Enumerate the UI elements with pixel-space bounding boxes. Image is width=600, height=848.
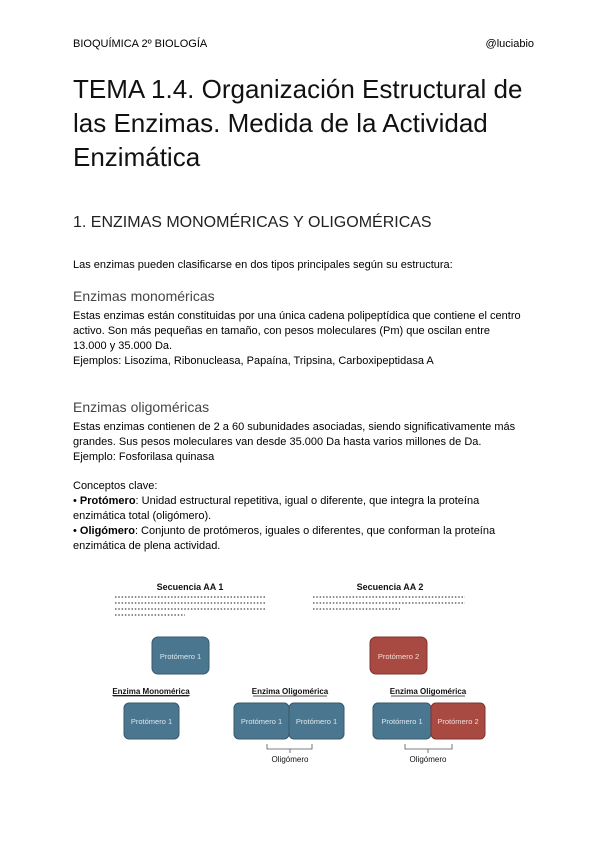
oligomero-text: : Conjunto de protómeros, iguales o diferentes, que conforman la proteína — [134, 525, 496, 537]
oligomero-term: Oligómero — [79, 525, 135, 537]
header-author: @luciabio — [485, 38, 534, 50]
oligomericas-heading: Enzimas oligoméricas — [73, 399, 210, 415]
section-heading: 1. ENZIMAS MONOMÉRICAS Y OLIGOMÉRICAS — [73, 214, 432, 231]
enzima-oligomerica-label-1: Enzima Oligomérica — [251, 687, 329, 696]
monomericas-line-1: Estas enzimas están constituidas por una única cadena polipeptídica que contiene el centro — [73, 310, 521, 322]
oligomericas-line-2: grandes. Sus pesos moleculares van desde 35.000 Da hasta varios millones de Da. — [73, 436, 482, 448]
enzima-monomerica-label: Enzima Monomérica — [112, 687, 190, 696]
monomeric-protomer-label: Protómero 1 — [130, 717, 173, 726]
homo-oligomer-protomer-b-label: Protómero 1 — [295, 717, 338, 726]
monomericas-line-2: activo. Son más pequeñas en tamaño, con pesos moleculares (Pm) que oscilan entre — [73, 325, 491, 337]
conceptos-heading: Conceptos clave: — [73, 480, 158, 492]
oligomero-definition-cont: enzimática de plena actividad. — [73, 540, 221, 552]
homo-oligomer-protomer-a-label: Protómero 1 — [240, 717, 283, 726]
bullet: • — [73, 525, 77, 537]
protomer-1-top-label: Protómero 1 — [159, 652, 202, 661]
oligomer-bracket-2 — [405, 744, 452, 749]
monomericas-line-3: 13.000 y 35.000 Da. — [73, 340, 173, 352]
page-title: TEMA 1.4. Organización Estructural de las Enzimas. Medida de la Actividad Enzimática — [73, 74, 523, 172]
enzyme-structure-diagram — [0, 570, 600, 770]
oligomericas-example: Ejemplo: Fosforilasa quinasa — [73, 451, 215, 463]
protomero-definition — [73, 494, 533, 509]
monomericas-examples: Ejemplos: Lisozima, Ribonucleasa, Papaína, Tripsina, Carboxipeptidasa A — [73, 355, 434, 367]
protomero-term: Protómero — [79, 495, 136, 507]
seq2-label: Secuencia AA 2 — [356, 582, 424, 592]
hetero-oligomer-protomer-1-label: Protómero 1 — [381, 717, 423, 726]
enzima-oligomerica-label-2: Enzima Oligomérica — [389, 687, 467, 696]
monomericas-heading: Enzimas monoméricas — [73, 288, 215, 304]
seq1-residues — [115, 597, 265, 615]
protomer-2-top-label: Protómero 2 — [377, 652, 420, 661]
oligomer-bracket-1 — [267, 744, 312, 749]
seq1-label: Secuencia AA 1 — [156, 582, 224, 592]
hetero-oligomer-protomer-2-label: Protómero 2 — [437, 717, 479, 726]
oligomer-label-2: Oligómero — [409, 755, 447, 764]
protomero-text: : Unidad estructural repetitiva, igual o diferente, que integra la proteína — [135, 495, 480, 507]
oligomer-label-1: Oligómero — [271, 755, 309, 764]
protomero-definition-cont: enzimática total (oligómero). — [73, 510, 212, 522]
oligomero-definition — [73, 524, 533, 539]
section-intro: Las enzimas pueden clasificarse en dos tipos principales según su estructura: — [73, 259, 453, 271]
seq2-residues — [313, 597, 465, 609]
bullet: • — [73, 495, 77, 507]
oligomericas-line-1: Estas enzimas contienen de 2 a 60 subunidades asociadas, siendo significativamente más — [73, 421, 516, 433]
header-course: BIOQUÍMICA 2º BIOLOGÍA — [73, 38, 208, 50]
